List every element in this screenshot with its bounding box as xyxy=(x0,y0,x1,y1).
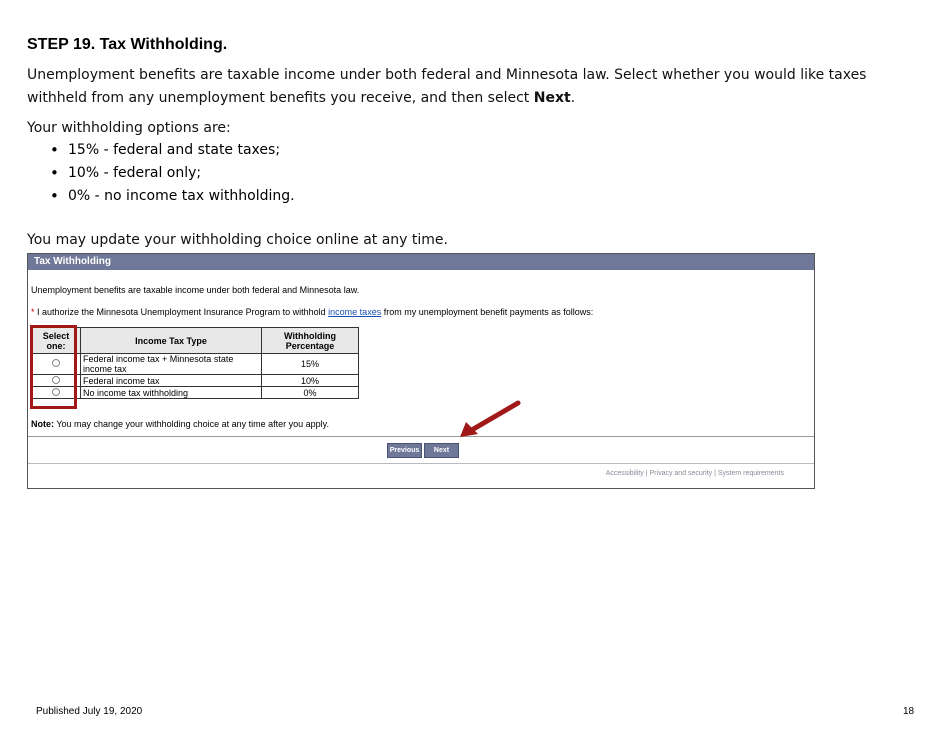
header-type: Income Tax Type xyxy=(81,328,262,354)
row-type: Federal income tax xyxy=(81,375,262,387)
previous-button[interactable]: Previous xyxy=(387,443,422,458)
step-heading: STEP 19. Tax Withholding. xyxy=(27,36,228,53)
row-percent: 10% xyxy=(262,375,359,387)
select-column-highlight xyxy=(30,325,77,409)
options-list xyxy=(50,139,295,208)
benefits-text: Unemployment benefits are taxable income under both federal and Minnesota law. xyxy=(31,285,360,295)
next-button[interactable]: Next xyxy=(424,443,459,458)
intro-text: Unemployment benefits are taxable income under both federal and Minnesota law. Select whether you would like taxes withheld from any unemployment benefits you receive, and then select xyxy=(27,67,867,106)
published-date: Published July 19, 2020 xyxy=(36,706,143,717)
table-row xyxy=(32,354,359,375)
row-type: Federal income tax + Minnesota state income tax xyxy=(81,354,262,375)
header-percentage: Withholding Percentage xyxy=(262,328,359,354)
options-intro: Your withholding options are: xyxy=(27,120,231,136)
option-item: • 15% - federal and state taxes; xyxy=(50,139,295,162)
intro-next-bold: Next xyxy=(533,90,571,106)
row-percent: 0% xyxy=(262,387,359,399)
panel-title: Tax Withholding xyxy=(28,254,814,270)
authorization-text xyxy=(31,307,593,317)
income-taxes-link[interactable]: income taxes xyxy=(328,307,382,317)
table-row xyxy=(32,387,359,399)
tax-withholding-screenshot xyxy=(27,253,815,489)
update-note: You may update your withholding choice online at any time. xyxy=(27,232,448,248)
note-text: You may change your withholding choice at any time after you apply. xyxy=(54,419,330,429)
divider xyxy=(28,463,814,464)
withholding-note xyxy=(31,419,329,429)
intro-paragraph xyxy=(27,64,907,110)
row-percent: 15% xyxy=(262,354,359,375)
page-number: 18 xyxy=(903,706,915,717)
footer-links[interactable]: Accessibility | Privacy and security | System requirements xyxy=(605,470,784,477)
header-select: Select one: xyxy=(32,328,81,354)
divider xyxy=(28,436,814,437)
authorize-before: I authorize the Minnesota Unemployment Insurance Program to withhold xyxy=(34,307,329,317)
required-marker: * xyxy=(31,307,35,317)
table-row xyxy=(32,375,359,387)
option-item: • 10% - federal only; xyxy=(50,162,295,185)
authorize-after: from my unemployment benefit payments as follows: xyxy=(381,307,594,317)
pointer-arrow-icon xyxy=(458,398,528,440)
withholding-table xyxy=(31,327,359,399)
row-type: No income tax withholding xyxy=(81,387,262,399)
note-label: Note: xyxy=(31,419,54,429)
option-item: • 0% - no income tax withholding. xyxy=(50,185,295,208)
intro-period: . xyxy=(570,90,576,106)
